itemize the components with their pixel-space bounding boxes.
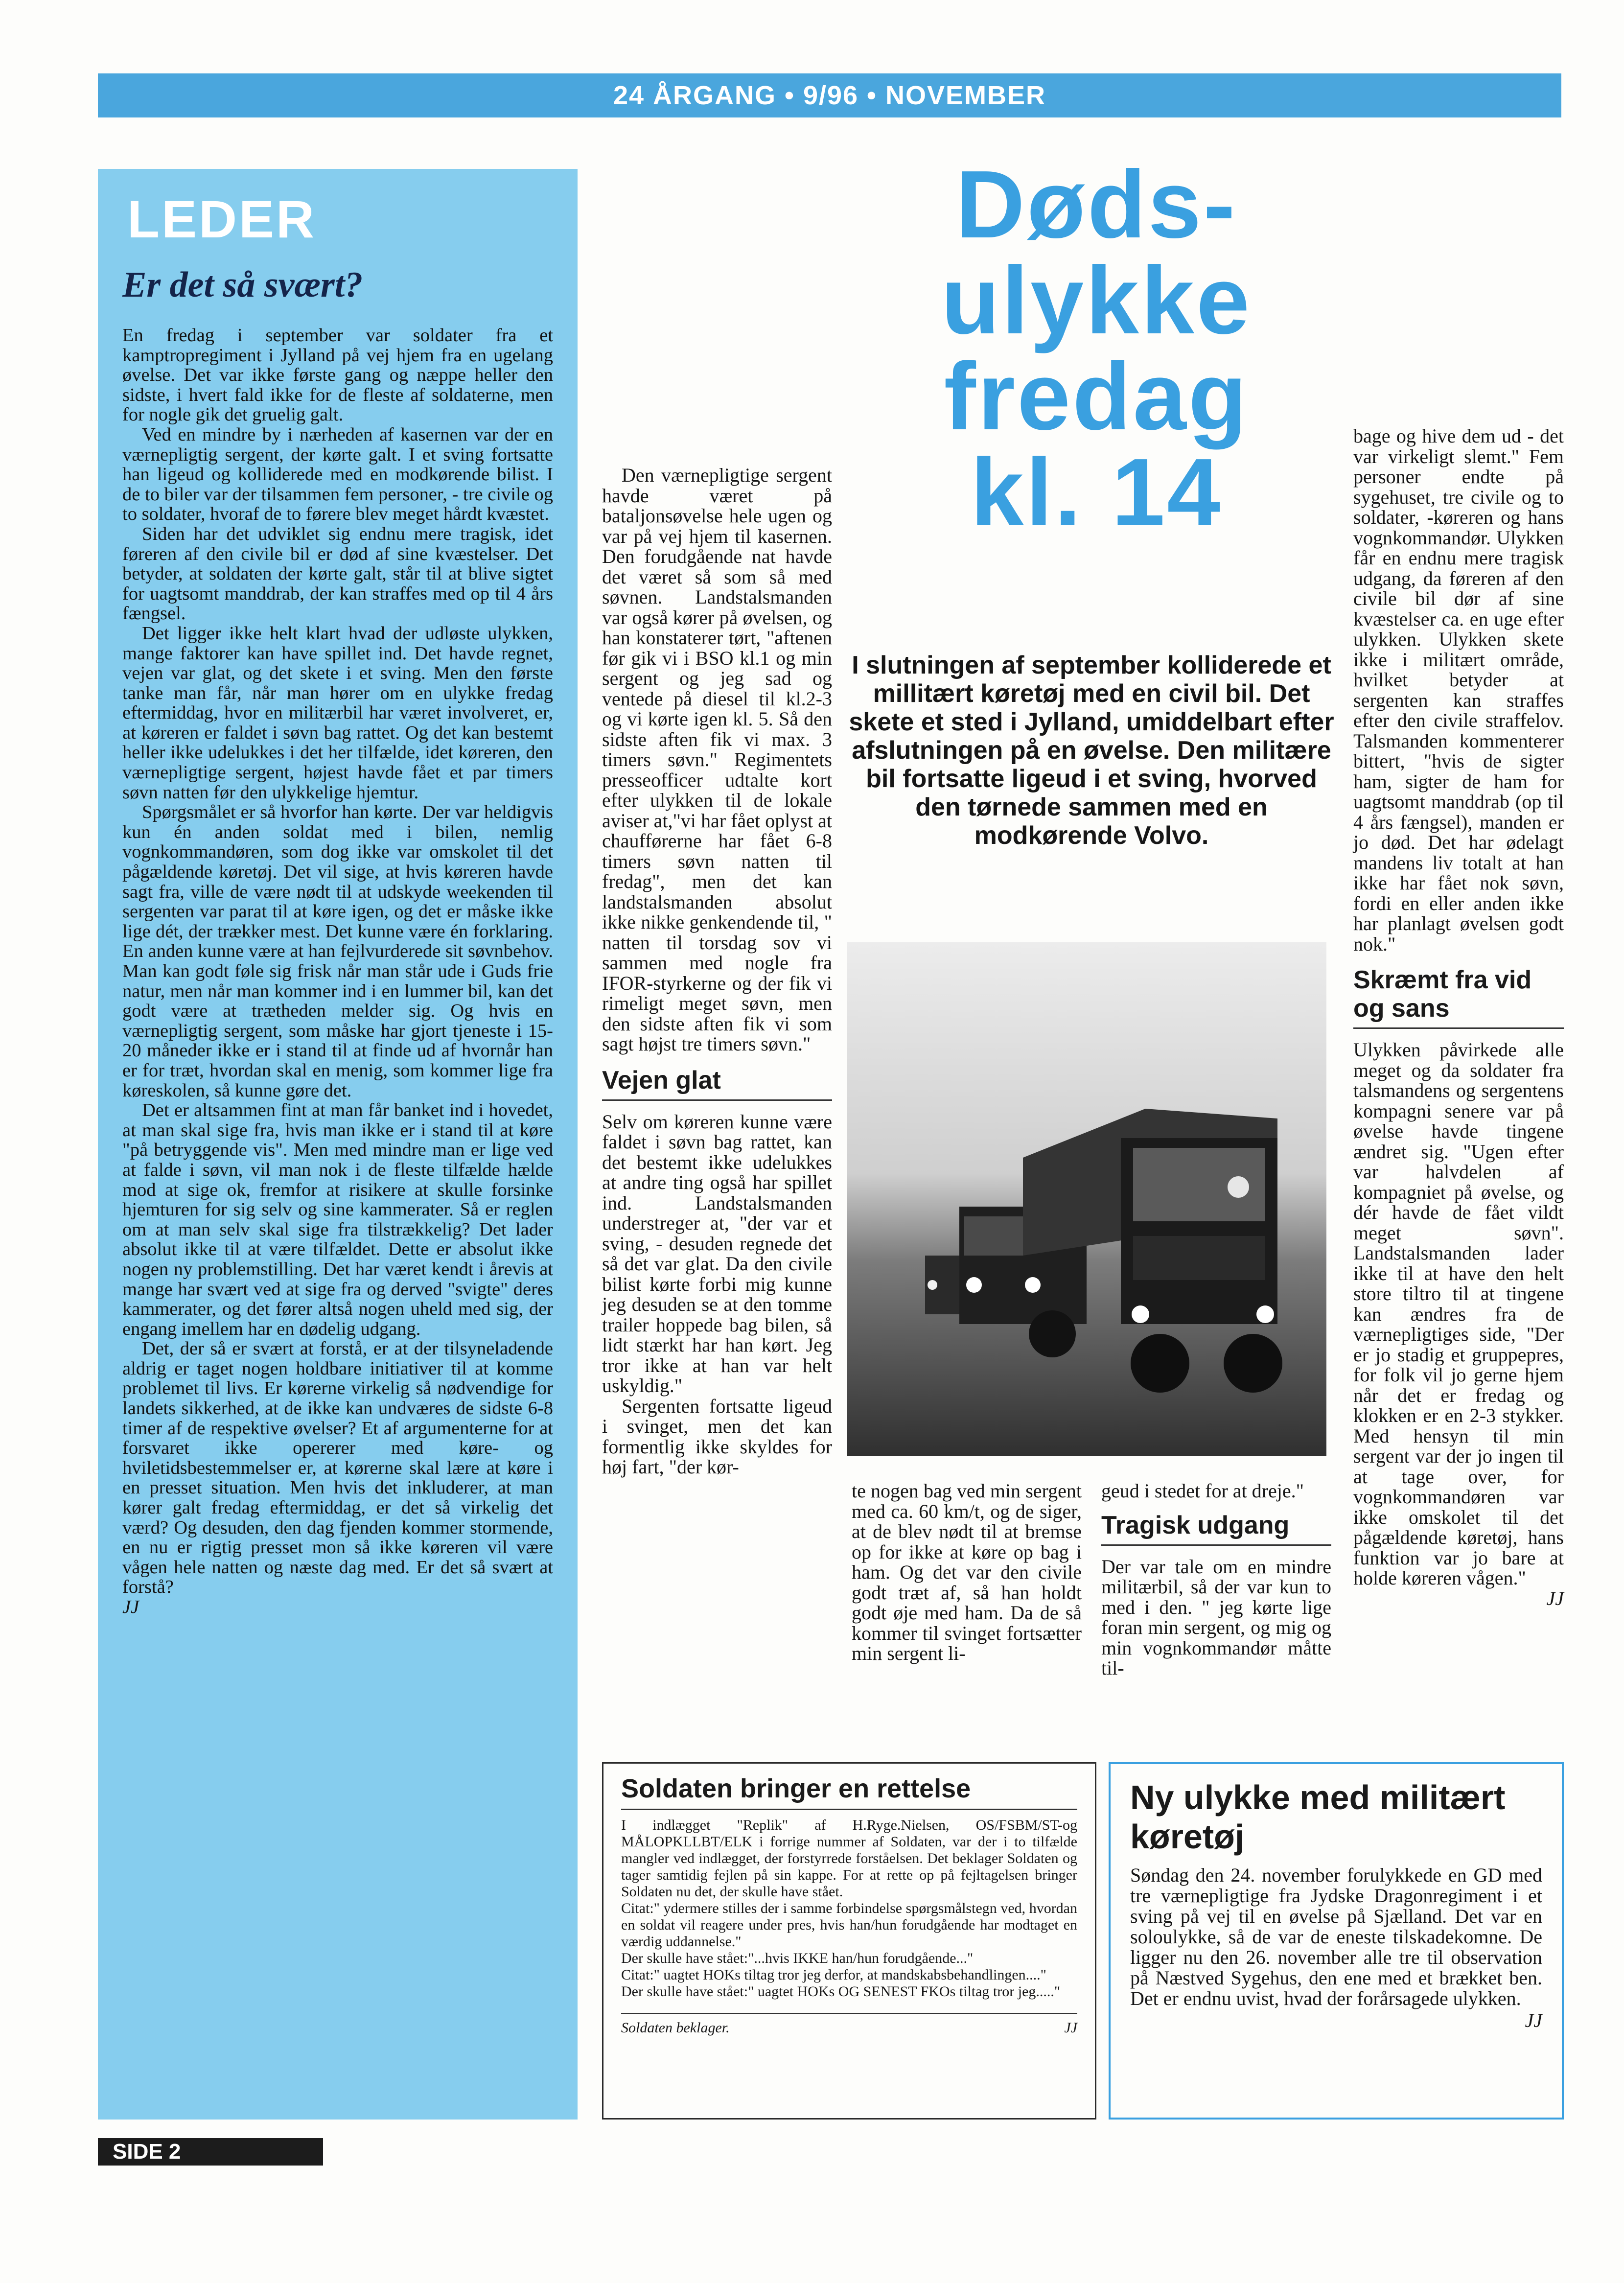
subhead-tragisk-udgang: Tragisk udgang bbox=[1101, 1511, 1290, 1539]
article-paragraph: te nogen bag ved min sergent med ca. 60 km/t, og de siger, at de blev nødt til at bremse op for ikke at køre op bag i ham. Og det var den civile godt træt af, så han holdt godt øje med ham. Da de så kommer til svinget fortsætter min sergent li- bbox=[852, 1480, 1082, 1664]
article-column-3 bbox=[1353, 426, 1564, 1608]
correction-footer bbox=[621, 2013, 1077, 2036]
correction-box bbox=[602, 1762, 1096, 2120]
leader-column bbox=[98, 169, 578, 2120]
leader-paragraph: Spørgsmålet er så hvorfor han kørte. Der var heldigvis kun én anden soldat med i bilen, nemlig vognkommandøren, som dog ikke var omskolet til det pågældende køretøj. Det vil sige, at hvis køreren havde sagt fra, ville de være nødt til at udskyde weekenden til sergenten var parat til at køre igen, og det er måske ikke lige dét, der trækker mest. Det kunne være én forklaring. En anden kunne være at han fejlvurderede sit søvnbehov. Man kan godt føle sig frisk når man står ude i Guds frie natur, men når man kommer ind i en lummer bil, kan det godt være at trætheden melder sig. Og hvis en værnepligtig sergent, som måske har gjort tjeneste i 15-20 måneder ikke er i stand til at finde ud af hvornår han er for træt, hvordan skal en menig, som kommer lige fra køreskolen, så kunne gøre det. bbox=[122, 802, 553, 1101]
military-trucks-photo bbox=[847, 942, 1326, 1456]
article-paragraph: Den værnepligtige sergent havde været på bataljonsøvelse hele ugen og var på vej hjem til kasernen. Den forudgående nat havde det været så som så med søvnen. Landstalsmanden var også kører på øvelsen, og han konstaterer tørt, "aftenen før gik vi i BSO kl.1 og min sergent og jeg sad og ventede på diesel til kl.2-3 og vi kørte igen kl. 5. Så den sidste aften fik vi max. 3 timers søvn." Regimentets presseofficer udtalte kort efter ulykken til de lokale aviser at,"vi har fået oplyst at chaufførerne har fået 6-8 timers søvn natten til fredag", men det kan landstalsmanden absolut ikke nikke genkendende til, " natten til torsdag sov vi sammen med nogle fra IFOR-styrkerne og der fik vi rimeligt meget søvn, men den sidste aften fik vi som sagt højst tre timers søvn." bbox=[602, 464, 832, 1055]
leader-headline: Er det så svært? bbox=[122, 265, 363, 305]
correction-rule bbox=[621, 1809, 1077, 1810]
correction-title: Soldaten bringer en rettelse bbox=[621, 1774, 971, 1803]
subhead-rule bbox=[1101, 1544, 1331, 1546]
leader-paragraph: Det er altsammen fint at man får banket ind i hovedet, at man skal sige fra, hvis man ikke er i stand til at køre "på betryggende vis". Men med mindre man er lige ved at falde i søvn, vil man nok i de fleste tilfælde hælde mod at sige ok, fremfor at risikere at skulle forsinke hjemturen for sig selv og sine kammerater. Så er reglen om at man selv skal sige fra tilstrækkelig? Det lader absolut ikke til at være tilfældet. Dette er absolut ikke nogen ny problemstilling. Det har været kendt i årevis at mange har svært ved at sige fra og derved "svigte" deres kammerater, og det fører altså nogen uheld med sig, der engang imellem har en dødelig udgang. bbox=[122, 1100, 553, 1339]
article-column-2 bbox=[602, 465, 832, 1477]
correction-paragraph: Citat:" uagtet HOKs tiltag tror jeg derfor, at mandskabsbehandlingen...." bbox=[621, 1967, 1046, 1983]
article-paragraph: Ulykken påvirkede alle meget og da soldater fra talsmandens og sergentens kompagni senere var på øvelse havde tingene ændret sig. "Ugen efter var halvdelen af kompagniet på øvelse, og dér havde de fået vildt meget søvn". Landstalsmanden lader ikke til at have den helt store tiltro til at tingene kan ændres fra de værnepligtiges side, "Der er jo stadig et gruppepres, for folk vil jo gerne hjem når det er fredag og klokken er en 2-3 stykker. Med hensyn til min sergent var der jo ingen til at tage over, for vognkommandøren var ikke omskolet til det pågældende køretøj, hans funktion var jo bare at holde køreren vågen." bbox=[1353, 1039, 1564, 1589]
correction-paragraph: I indlægget "Replik" af H.Ryge.Nielsen, OS/FSBM/ST-og MÅLOPKLLBT/ELK i forrige nummer af Soldaten, var der i to tilfælde mangler ved indlægget, der forstyrrede forståelsen. Det beklager Soldaten og tager samtidig fejlen på sin kappe. For at rette op på fejltagelsen bringer Soldaten nu det, der skulle have stået. bbox=[621, 1817, 1077, 1900]
correction-paragraph: Der skulle have stået:" uagtet HOKs OG SENEST FKOs tiltag tror jeg....." bbox=[621, 1983, 1061, 2000]
news-body: Søndag den 24. november forulykkede en GD med tre værnepligtige fra Jydske Dragonregiment i et sving på vej til en øvelse på Sjælland. Det var en soloulykke, så de var de eneste tilskadekomne. De ligger nu den 26. november alle tre til observation på Næstved Sygehus, den ene med et brækket ben. Det er endnu uvist, hvad der forårsagede ulykken. bbox=[1130, 1864, 1542, 2009]
subhead-rule bbox=[602, 1099, 832, 1101]
issue-label: 24 ÅRGANG • 9/96 • NOVEMBER bbox=[613, 81, 1046, 110]
leader-body bbox=[122, 326, 553, 1617]
article-column-mid-2 bbox=[1101, 1481, 1331, 1678]
page-number: SIDE 2 bbox=[98, 2138, 323, 2166]
article-title-line: Døds- bbox=[955, 151, 1237, 258]
leader-paragraph: Det ligger ikke helt klart hvad der udløste ulykken, mange faktorer kan have spillet ind. Det havde regnet, vejen var glat, og det skete i et sving. Men den første tanke man får, når man hører om en ulykke fredag eftermiddag, hvor en militærbil har været involveret, er, at køreren er faldet i søvn bag rattet. Og det kan bestemt heller ikke udelukkes i det her tilfælde, idet køreren, den værnepligtige sergent, højest havde fået et par timers søvn natten før den ulykkelige hjemtur. bbox=[122, 623, 553, 803]
article-title-line: fredag bbox=[944, 343, 1249, 450]
article-paragraph: Der var tale om en mindre militærbil, så der var kun to med i den. " jeg kørte lige foran min sergent, og mig og min vognkommandør måtte til- bbox=[1101, 1555, 1331, 1679]
article-lead: I slutningen af september kolliderede et millitært køretøj med en civil bil. Det skete et sted i Jylland, umiddelbart efter afslutningen på en øvelse. Den militære bil fortsatte ligeud i et sving, hvorved den tørnede sammen med en modkørende Volvo. bbox=[849, 651, 1334, 850]
issue-header-band bbox=[98, 73, 1561, 117]
news-title: Ny ulykke med militært køretøj bbox=[1130, 1778, 1506, 1856]
article-title-line: ulykke bbox=[941, 247, 1252, 354]
article-column-mid-1 bbox=[852, 1481, 1082, 1664]
leader-paragraph: Det, der så er svært at forstå, er at der tilsyneladende aldrig er taget nogen holdbare initiativer til at komme problemet til livs. Er kørerne virkelig så nødvendige for landets sikkerhed, at de ikke kan undværes de sidste 6-8 timer af de respektive øvelser? Et af argumenterne for at forsvaret ikke opererer med køre- og hviletidsbestemmelser er, at kørerne skal lære at køre i en presset situation. Men hvis det inkluderer, at man kører galt fredag eftermiddag, er det så virkelig det værd? Og desuden, den dag fjenden kommer stormende, en nu er rigtig presset mon så ikke køreren vil være vågen hele natten og næste dag med. Er det så svært at forstå? bbox=[122, 1338, 553, 1598]
article-paragraph: bage og hive dem ud - det var virkeligt slemt." Fem personer endte på sygehuset, tre civile og to soldater, -køreren og hans vognkommandør. Ulykken får en endnu mere tragisk udgang, da føreren af den civile bil dør af sine kvæstelser ca. en uge efter ulykken. Ulykken skete ikke i militært område, hvilket betyder at sergenten kan straffes efter den civile straffelov. Talsmanden kommenterer bittert, "hvis de sigter ham, sigter de ham for uagtsomt manddrab (op til 4 års fængsel), manden er jo død. Det har ødelagt mandens liv totalt at han ikke har fået nok søvn, fordi en eller anden ikke har planlagt øvelsen godt nok." bbox=[1353, 425, 1564, 955]
leader-paragraph: En fredag i september var soldater fra et kamptropregiment i Jylland på vej hjem fra en ugelang øvelse. Det var ikke første gang og næppe heller den sidste, i hvert fald ikke for de fleste af soldaterne, men for nogle gik det gruelig galt. bbox=[122, 325, 553, 425]
subhead-vejen-glat: Vejen glat bbox=[602, 1066, 721, 1095]
leader-paragraph: Siden har det udviklet sig endnu mere tragisk, idet føreren af den civile bil er død af sine kvæstelser. Det betyder, at soldaten der kørte galt, står til at blive sigtet for uagtsomt manddrab, der kan straffes med op til 4 års fængsel. bbox=[122, 523, 553, 624]
correction-signature: JJ bbox=[1064, 2020, 1077, 2036]
correction-paragraph: Citat:" ydermere stilles der i samme forbindelse spørgsmålstegn ved, hvordan en soldat vil reagere under pres, hvis han/hun forudgående har modtaget en værdig uddannelse." bbox=[621, 1900, 1077, 1950]
leader-signature: JJ bbox=[122, 1597, 139, 1617]
news-box bbox=[1109, 1762, 1564, 2120]
article-paragraph: Sergenten fortsatte ligeud i svinget, men det kan formentlig ikke skyldes for høj fart, "der kør- bbox=[602, 1395, 832, 1478]
trucks-illustration bbox=[847, 942, 1326, 1456]
leader-label: LEDER bbox=[127, 189, 317, 249]
article-title-line: kl. 14 bbox=[970, 439, 1223, 546]
article-paragraph: Selv om køreren kunne være faldet i søvn bag rattet, kan det bestemt ikke udelukkes at andre ting også har spillet ind. Landstalsmanden understreger at, "der var et sving, - desuden regnede det så det var glat. Da den civile bilist kørte forbi mig kunne jeg desuden se at den tomme trailer hoppede bag bilen, så lidt stærkt har han kørt. Jeg tror ikke at han var helt uskyldig." bbox=[602, 1110, 832, 1397]
subhead-skraemt: Skræmt fra vid og sans bbox=[1353, 966, 1532, 1023]
news-signature: JJ bbox=[1525, 2009, 1542, 2031]
article-title bbox=[871, 151, 1322, 546]
correction-paragraph: Der skulle have stået:"...hvis IKKE han/hun forudgående..." bbox=[621, 1950, 974, 1966]
correction-body bbox=[621, 1817, 1077, 2000]
subhead-rule bbox=[1353, 1027, 1564, 1029]
article-signature: JJ bbox=[1546, 1587, 1564, 1609]
leader-paragraph: Ved en mindre by i nærheden af kasernen var der en værnepligtig sergent, der kørte galt. I et sving fortsatte han ligeud og kolliderede med en modkørende bilist. I de to biler var der tilsammen fem personer, - tre civile og to soldater, hvoraf de to førere blev meget hårdt kvæstet. bbox=[122, 424, 553, 525]
article-paragraph: geud i stedet for at dreje." bbox=[1101, 1480, 1304, 1502]
correction-apology: Soldaten beklager. bbox=[621, 2020, 730, 2036]
